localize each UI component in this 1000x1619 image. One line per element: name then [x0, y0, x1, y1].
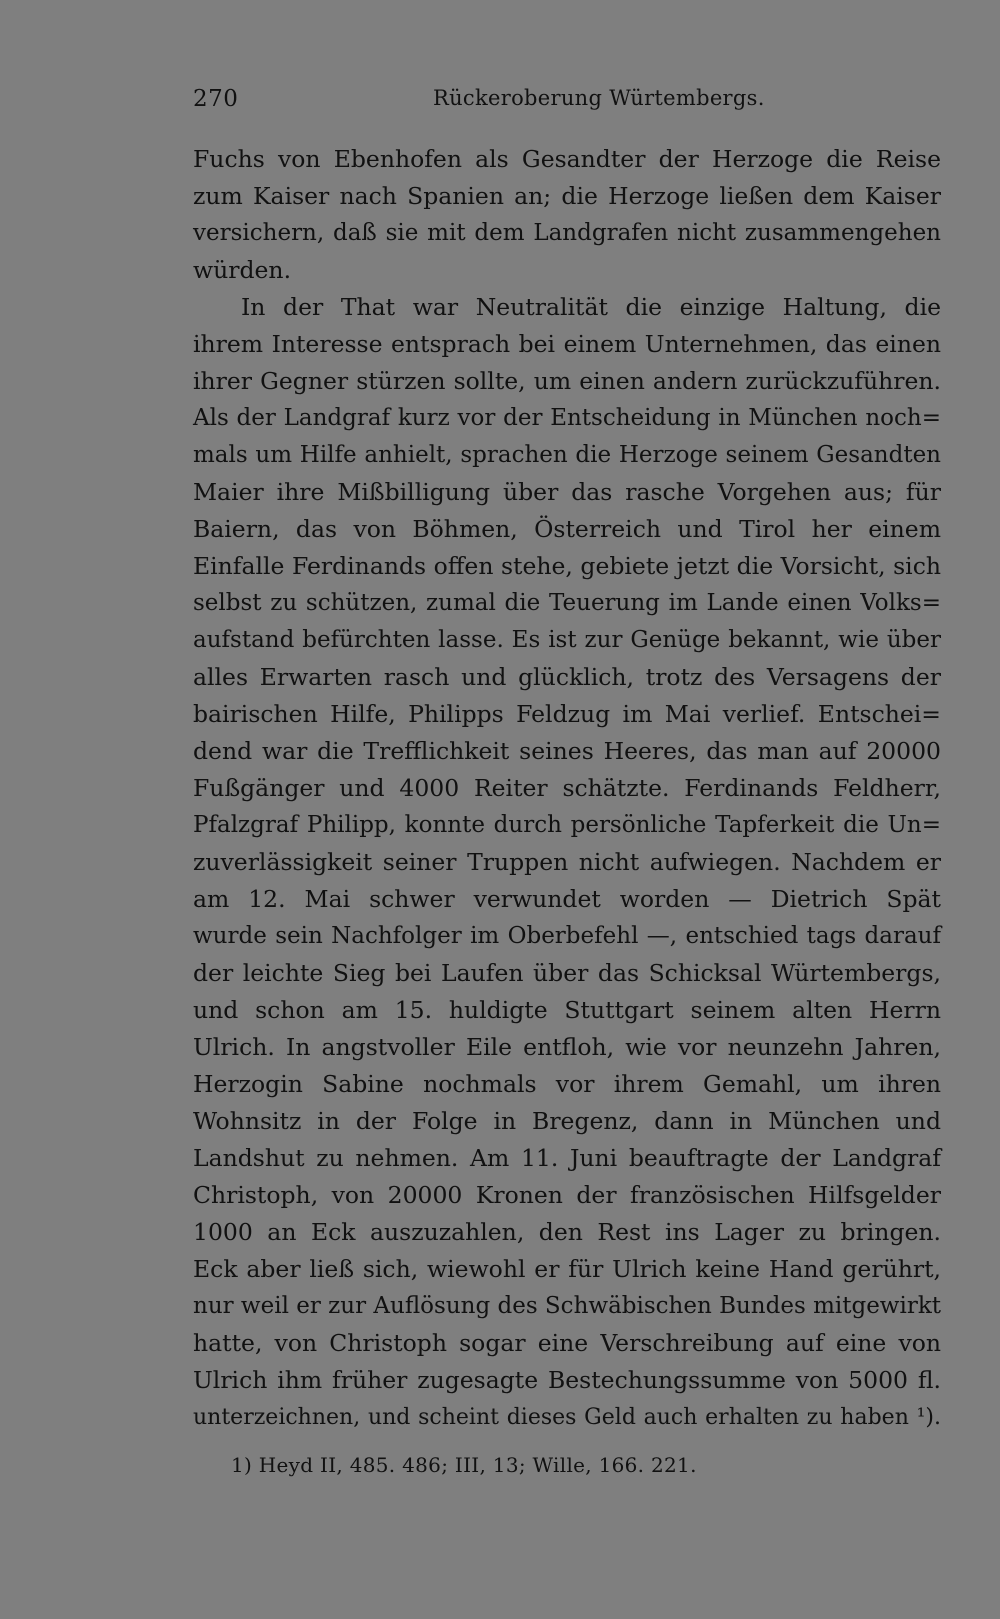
text-line: versichern, daß sie mit dem Landgrafen nicht zusammengehen [193, 220, 941, 246]
text-line: ihrem Interesse entsprach bei einem Unternehmen, das einen [193, 330, 941, 358]
text-line: 1000 an Eck auszuzahlen, den Rest ins Lager zu bringen. [193, 1218, 941, 1246]
text-line: Einfalle Ferdinands offen stehe, gebiete jetzt die Vorsicht, sich [193, 552, 941, 580]
page-number: 270 [193, 86, 239, 112]
text-line: nur weil er zur Auflösung des Schwäbischen Bundes mitgewirkt [193, 1293, 942, 1319]
text-line: Wohnsitz in der Folge in Bregenz, dann in München und [193, 1107, 941, 1135]
text-line: ihrer Gegner stürzen sollte, um einen andern zurückzuführen. [193, 367, 941, 395]
text-line: unterzeichnen, und scheint dieses Geld auch erhalten zu haben ¹). [193, 1405, 941, 1430]
text-line: dend war die Trefflichkeit seines Heeres, das man auf 20000 [193, 737, 941, 765]
text-line: Herzogin Sabine nochmals vor ihrem Gemahl, um ihren [193, 1070, 941, 1098]
text-line: zum Kaiser nach Spanien an; die Herzoge ließen dem Kaiser [193, 182, 941, 210]
footnote: 1) Heyd II, 485. 486; III, 13; Wille, 166. 221. [231, 1453, 697, 1477]
page-header [193, 86, 941, 120]
text-line: Fußgänger und 4000 Reiter schätzte. Ferdinands Feldherr, [193, 774, 941, 802]
text-line: Landshut zu nehmen. Am 11. Juni beauftragte der Landgraf [193, 1144, 941, 1172]
text-line: bairischen Hilfe, Philipps Feldzug im Mai verlief. Entschei= [193, 700, 941, 728]
text-line: Maier ihre Mißbilligung über das rasche Vorgehen aus; für [193, 478, 941, 506]
text-line: wurde sein Nachfolger im Oberbefehl —, entschied tags darauf [193, 923, 941, 949]
text-line: Christoph, von 20000 Kronen der französischen Hilfsgelder [193, 1181, 941, 1209]
text-line: Ulrich ihm früher zugesagte Bestechungssumme von 5000 fl. [193, 1366, 941, 1394]
text-line: Als der Landgraf kurz vor der Entscheidung in München noch= [193, 405, 941, 431]
text-line: würden. [193, 256, 292, 284]
text-line: und schon am 15. huldigte Stuttgart seinem alten Herrn [193, 996, 941, 1024]
text-line: aufstand befürchten lasse. Es ist zur Genüge bekannt, wie über [193, 627, 941, 653]
text-line: der leichte Sieg bei Laufen über das Schicksal Würtembergs, [193, 959, 941, 987]
text-line: alles Erwarten rasch und glücklich, trotz des Versagens der [193, 663, 941, 691]
running-title: Rückeroberung Würtembergs. [433, 86, 765, 110]
text-line: Baiern, das von Böhmen, Österreich und Tirol her einem [193, 515, 941, 543]
text-line: hatte, von Christoph sogar eine Verschreibung auf eine von [193, 1329, 941, 1357]
text-line: Pfalzgraf Philipp, konnte durch persönliche Tapferkeit die Un= [193, 812, 941, 838]
text-line: Fuchs von Ebenhofen als Gesandter der Herzoge die Reise [193, 145, 941, 173]
text-line: mals um Hilfe anhielt, sprachen die Herzoge seinem Gesandten [193, 442, 941, 468]
text-line: Eck aber ließ sich, wiewohl er für Ulrich keine Hand gerührt, [193, 1255, 941, 1283]
text-line: selbst zu schützen, zumal die Teuerung im Lande einen Volks= [193, 590, 941, 616]
text-line: Ulrich. In angstvoller Eile entfloh, wie vor neunzehn Jahren, [193, 1033, 941, 1061]
text-line: zuverlässigkeit seiner Truppen nicht aufwiegen. Nachdem er [193, 848, 941, 876]
text-line: am 12. Mai schwer verwundet worden — Dietrich Spät [193, 885, 941, 913]
body-text [193, 141, 941, 1436]
text-line: In der That war Neutralität die einzige Haltung, die [241, 293, 941, 321]
